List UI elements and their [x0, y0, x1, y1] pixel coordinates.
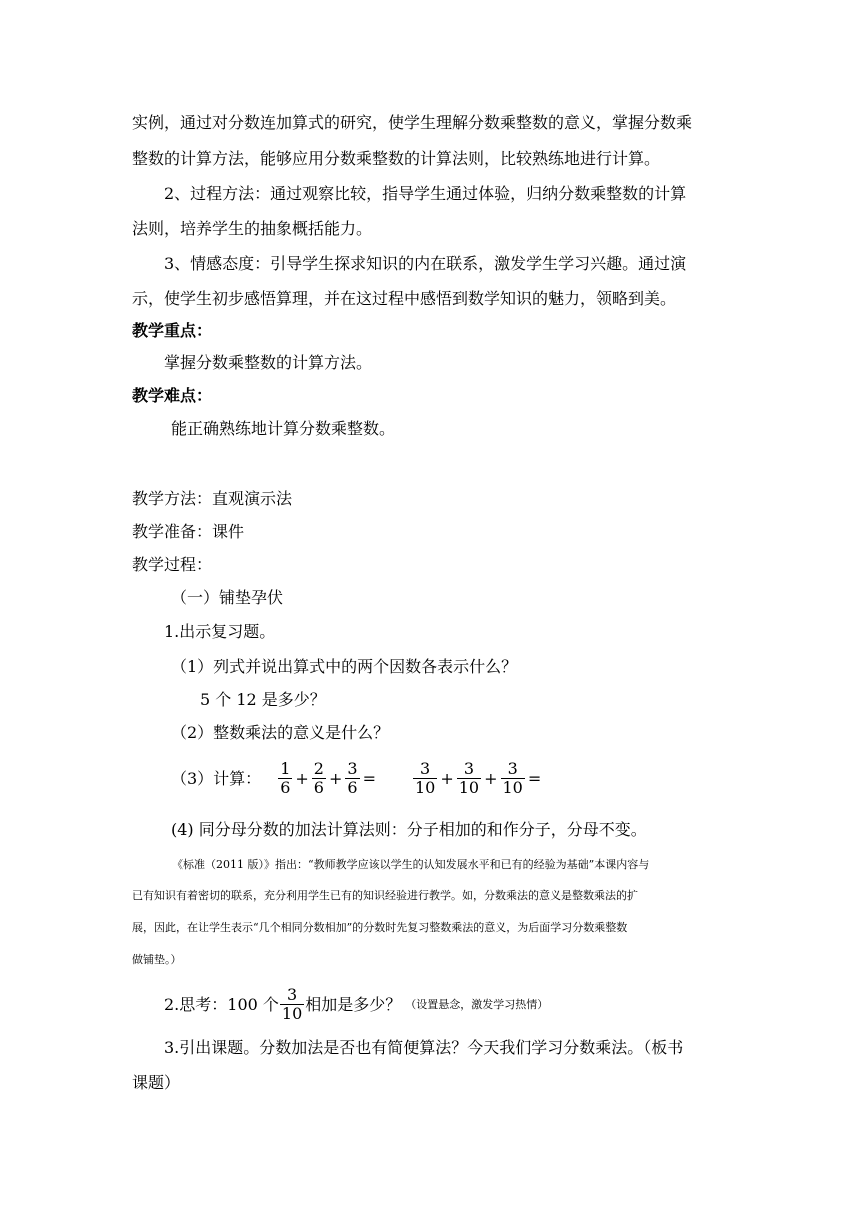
- note-line: 《标准（2011 版）》指出：“教师教学应该以学生的认知发展水平和已有的经验为基础”本课内容与: [172, 858, 650, 871]
- introduce-topic-line: 3.引出课题。分数加法是否也有简便算法？今天我们学习分数乘法。（板书: [164, 1038, 684, 1057]
- review-question-three-label: （3）计算：: [171, 768, 262, 788]
- think-question-suffix: 相加是多少？: [305, 994, 402, 1014]
- fraction: $\frac{2}{6}$: [313, 759, 324, 797]
- fraction: $\frac{3}{10}$: [458, 759, 480, 797]
- review-question-three: [171, 760, 543, 797]
- teaching-process-heading: 教学过程：: [132, 555, 213, 574]
- review-item-one: 1.出示复习题。: [164, 622, 276, 641]
- plus-sign: +: [440, 768, 454, 788]
- think-question-note: （设置悬念，激发学习热情）: [405, 997, 549, 1011]
- review-question-four: (4) 同分母分数的加法计算法则：分子相加的和作分子，分母不变。: [171, 820, 647, 839]
- attitude-paragraph-line: 3、情感态度：引导学生探求知识的内在联系，激发学生学习兴趣。通过演: [164, 254, 687, 273]
- section-one-title: （一）铺垫孕伏: [171, 588, 284, 607]
- equals-sign: =: [362, 768, 376, 788]
- equals-sign: =: [527, 768, 542, 788]
- objective-paragraph-line: 实例，通过对分数连加算式的研究，使学生理解分数乘整数的意义，掌握分数乘: [132, 113, 693, 132]
- fraction: $\frac{3}{10}$: [281, 985, 303, 1023]
- key-points-heading: 教学重点：: [132, 321, 213, 340]
- teaching-preparation: 教学准备：课件: [132, 522, 245, 541]
- think-question: [164, 986, 548, 1023]
- key-points-text: 掌握分数乘整数的计算方法。: [164, 353, 373, 372]
- process-method-paragraph-line: 法则，培养学生的抽象概括能力。: [132, 219, 373, 238]
- process-method-paragraph-line: 2、过程方法：通过观察比较，指导学生通过体验，归纳分数乘整数的计算: [164, 184, 687, 203]
- introduce-topic-line: 课题）: [132, 1073, 181, 1092]
- teaching-method: 教学方法：直观演示法: [132, 489, 293, 508]
- think-question-prefix: 2.思考：100 个: [164, 994, 279, 1014]
- objective-paragraph-line: 整数的计算方法，能够应用分数乘整数的计算法则，比较熟练地进行计算。: [132, 149, 661, 168]
- review-question-one-detail: 5 个 12 是多少？: [200, 690, 326, 709]
- note-line: 已有知识有着密切的联系，充分利用学生已有的知识经验进行教学。如，分数乘法的意义是整数乘法的扩: [132, 889, 638, 902]
- note-line: 展，因此，在让学生表示“几个相同分数相加”的分数时先复习整数乘法的意义，为后面学习分数乘整数: [132, 921, 628, 934]
- fraction: $\frac{3}{6}$: [347, 759, 358, 797]
- plus-sign: +: [328, 768, 343, 788]
- review-question-one: （1）列式并说出算式中的两个因数各表示什么？: [171, 657, 518, 676]
- difficult-points-text: 能正确熟练地计算分数乘整数。: [171, 419, 396, 438]
- fraction: $\frac{3}{10}$: [502, 759, 523, 797]
- fraction: $\frac{3}{10}$: [414, 759, 436, 797]
- review-question-two: （2）整数乘法的意义是什么？: [171, 723, 390, 742]
- fraction: $\frac{1}{6}$: [280, 759, 291, 797]
- attitude-paragraph-line: 示，使学生初步感悟算理，并在这过程中感悟到数学知识的魅力，领略到美。: [132, 289, 677, 308]
- plus-sign: +: [295, 768, 309, 788]
- plus-sign: +: [484, 768, 498, 788]
- note-line: 做铺垫。）: [132, 953, 182, 966]
- difficult-points-heading: 教学难点：: [132, 386, 213, 405]
